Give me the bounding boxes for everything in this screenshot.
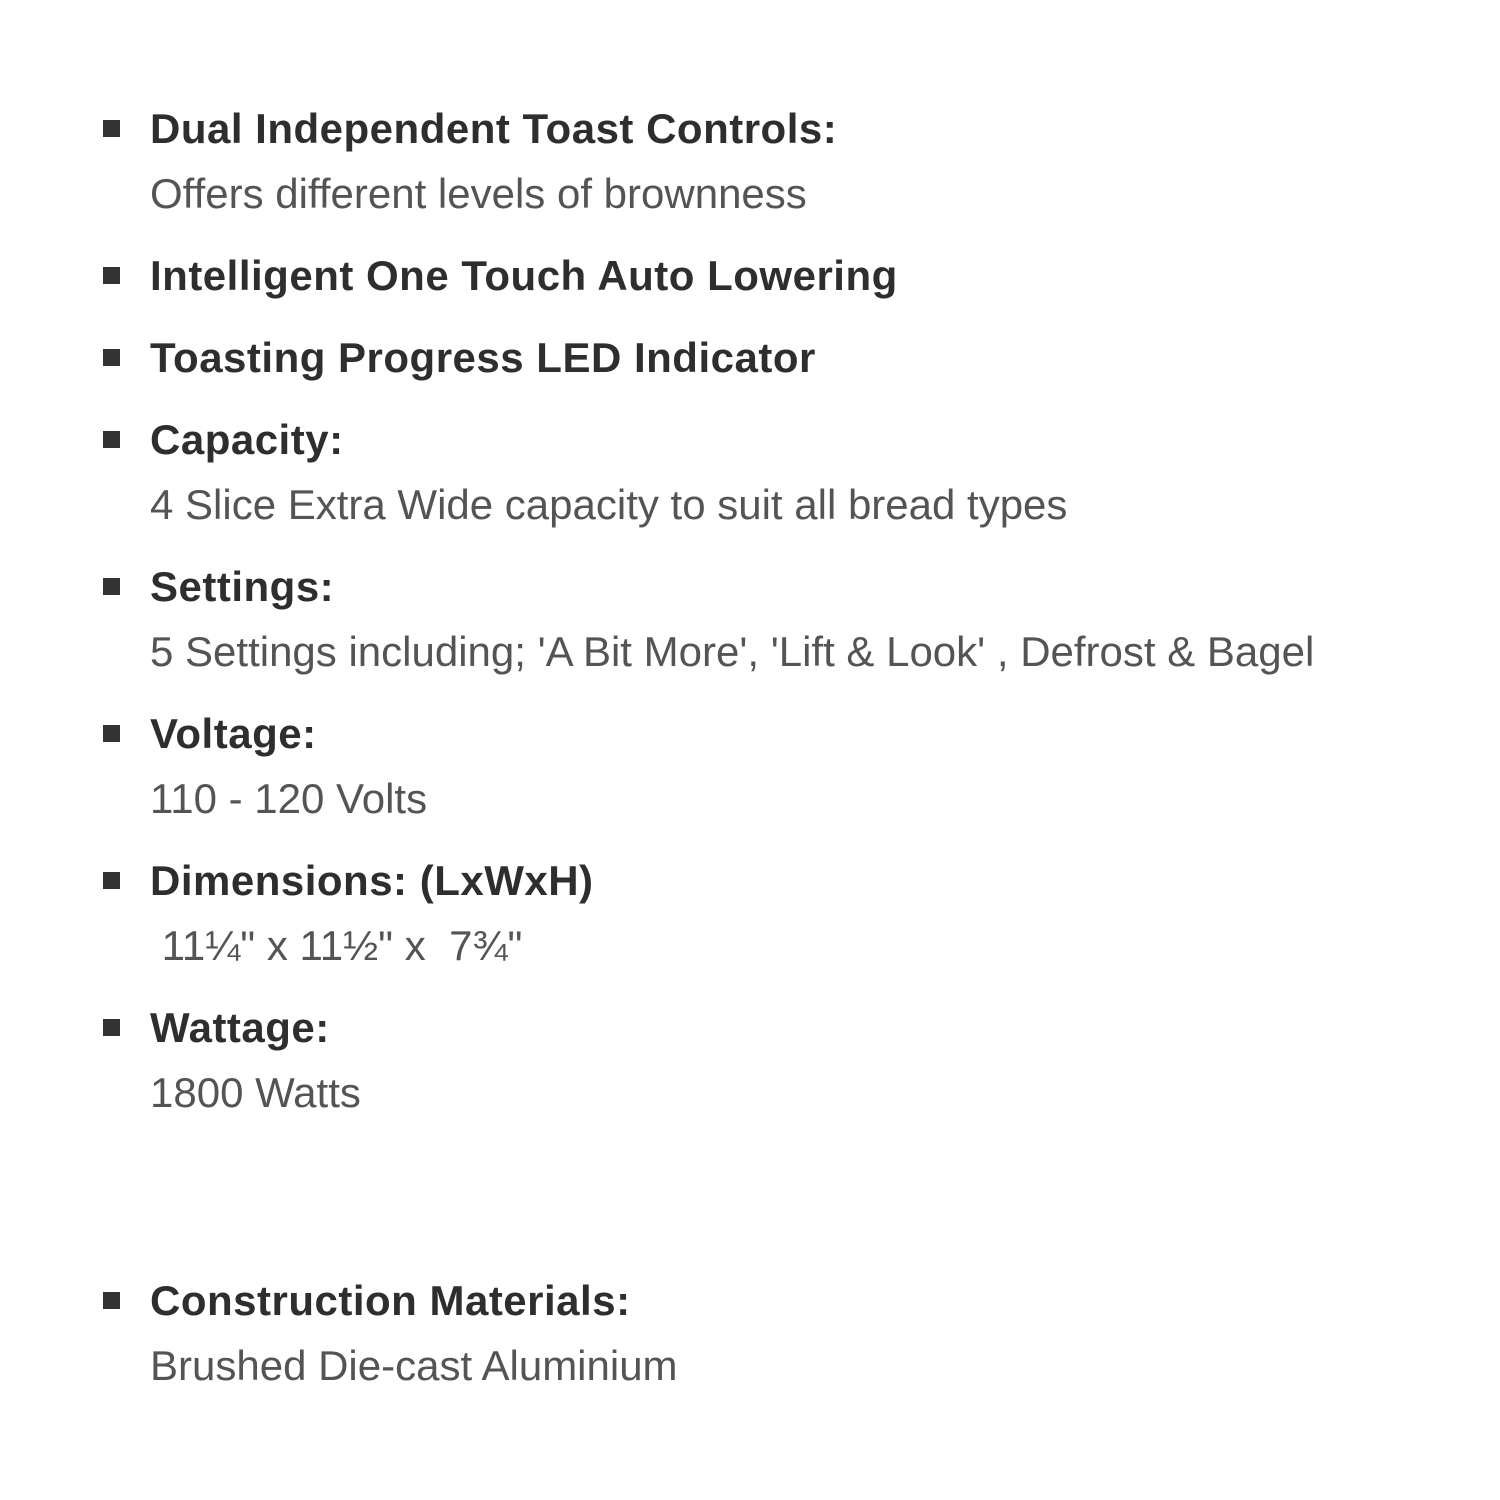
- spec-item-auto-lowering: [103, 243, 1460, 308]
- bullet-square-icon: [103, 1292, 120, 1309]
- spec-heading: Intelligent One Touch Auto Lowering: [150, 252, 898, 299]
- spec-detail: 11¼" x 11½" x 7¾": [150, 922, 523, 969]
- bullet-square-icon: [103, 431, 120, 448]
- spec-detail: 1800 Watts: [150, 1069, 361, 1116]
- bullet-square-icon: [103, 349, 120, 366]
- spec-heading: Capacity:: [150, 416, 344, 463]
- spec-item-settings: [103, 554, 1460, 684]
- bullet-square-icon: [103, 578, 120, 595]
- bullet-square-icon: [103, 267, 120, 284]
- spec-item-construction-materials: [103, 1268, 1460, 1398]
- spec-item-voltage: [103, 701, 1460, 831]
- spec-detail: 110 - 120 Volts: [150, 775, 428, 822]
- bullet-square-icon: [103, 120, 120, 137]
- spec-heading: Settings:: [150, 563, 335, 610]
- spec-detail: 5 Settings including; 'A Bit More', 'Lift & Look' , Defrost & Bagel: [150, 628, 1315, 675]
- spec-heading: Dimensions: (LxWxH): [150, 857, 594, 904]
- spec-detail: Offers different levels of brownness: [150, 170, 807, 217]
- spec-heading: Wattage:: [150, 1004, 330, 1051]
- spec-item-dimensions: [103, 848, 1460, 978]
- bullet-square-icon: [103, 725, 120, 742]
- spec-detail: 4 Slice Extra Wide capacity to suit all bread types: [150, 481, 1068, 528]
- spec-heading: Construction Materials:: [150, 1277, 631, 1324]
- spec-item-toast-controls: [103, 96, 1460, 226]
- spec-heading: Toasting Progress LED Indicator: [150, 334, 816, 381]
- spec-item-wattage: [103, 995, 1460, 1125]
- spec-heading: Voltage:: [150, 710, 317, 757]
- spec-item-capacity: [103, 407, 1460, 537]
- spec-item-led-indicator: [103, 325, 1460, 390]
- spec-heading: Dual Independent Toast Controls:: [150, 105, 838, 152]
- spec-detail: Brushed Die-cast Aluminium: [150, 1342, 678, 1389]
- bullet-square-icon: [103, 1019, 120, 1036]
- bullet-square-icon: [103, 872, 120, 889]
